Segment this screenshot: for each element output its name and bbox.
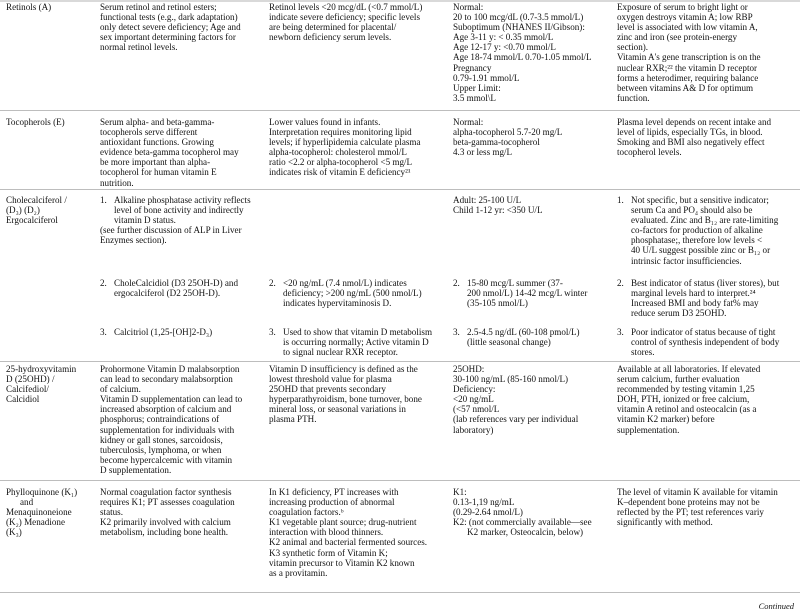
table-bottom-rule <box>0 592 800 593</box>
assessment-cell: Prohormone Vitamin D malabsorption can lead to secondary malabsorption of calcium. Vitamin D supplementation can lead to increased absorption of calcium and phosphorus; contraindications of supplementation for individuals with kidney or gall stones, sarcoidosis, tuberculosis, lymphoma, or when become hypercalcemic with vitamin D supplementation. <box>100 364 243 475</box>
interpretation-cell <box>269 278 422 308</box>
reference-cell <box>453 327 580 347</box>
comments-cell: Plasma level depends on recent intake and level of lipids, especially TGs, in blood. Smoking and BMI also negatively effect tocopherol levels. <box>617 117 772 158</box>
assessment-cell: Serum alpha- and beta-gamma- tocopherols serve different antioxidant functions. Growing evidence beta-gamma tocopherol may be more important than alpha- tocopherol for human vitamin E nutrition. <box>100 117 239 188</box>
numbered-item: 3. Poor indicator of status because of tight control of synthesis independent of body stores. <box>617 327 780 358</box>
interpretation-cell: Vitamin D insufficiency is defined as the lowest threshold value for plasma 25OHD that prevents secondary hyperparathyroidism, bone turnover, bone mineral loss, or seasonal variations in plasma PTH. <box>269 364 422 425</box>
assessment-cell: Serum retinol and retinol esters; functional tests (e.g., dark adaptation) only detect severe deficiency; Age and sex important determining factors for normal retinol levels. <box>100 2 241 53</box>
numbered-item: 2. Best indicator of status (liver stores), but marginal levels hard to interpret.²⁴ Increased BMI and body fat% may reduce serum D3 25OHD. <box>617 278 780 319</box>
nutrient-cell <box>6 2 51 12</box>
comments-cell <box>617 195 778 266</box>
numbered-item: 3. Calcitriol (1,25-[OH]2-D₃) <box>100 327 213 337</box>
interpretation-cell <box>269 327 432 357</box>
reference-cell: Normal: alpha-tocopherol 5.7-20 mg/L beta-gamma-tocopherol 4.3 or less mg/L <box>453 117 563 158</box>
continued-label: Continued <box>758 601 794 611</box>
numbered-item: 3. 2.5-4.5 ng/dL (60-108 pmol/L) (little seasonal change) <box>453 327 580 348</box>
comments-cell: The level of vitamin K available for vitamin K–dependent bone proteins may not be reflected by the PT; test references variy significantly with method. <box>617 487 778 528</box>
nutrient-name: Cholecalciferol / <box>6 195 67 205</box>
comments-cell <box>617 327 779 357</box>
reference-cell: Normal: 20 to 100 mcg/dL (0.7-3.5 mmol/L) Suboptimum (NHANES II/Gibson): Age 3-11 y: < 0.35 mmol/L Age 12-17 y: <0.70 mmol/L Age 18-74 mmol/L 0.70-1.05 mmol/L Pregnancy 0.79-1.91 mmol/L Upper Limit: 3.5 mmol\L <box>453 2 592 103</box>
numbered-item: 2. 15-80 mcg/L summer (37- 200 nmol/L) 14-42 mcg/L winter (35-105 nmol/L) <box>453 278 588 309</box>
assessment-cell: 1. Alkaline phosphatase activity reflects level of bone activity and indirectly vitamin D status. (see further discussion of ALP in Liver Enzymes section). <box>100 195 251 246</box>
reference-cell: K1: 0.13-1,19 ng/mL (0.29-2.64 nmol/L) K2: (not commercially available—see K2 marker, Osteocalcin, below) <box>453 487 592 538</box>
nutrient-name: 25-hydroxyvitamin <box>6 364 77 374</box>
comments-cell: Exposure of serum to bright light or oxygen destroys vitamin A; low RBP level is associated with low vitamin A, zinc and iron (see protein-energy section). Vitamin A's gene transcription is on the nuclear RXR;²² the vitamin D receptor forms a heterodimer, requiring balance between vitamins A& D for optimum function. <box>617 2 761 103</box>
interpretation-cell: In K1 deficiency, PT increases with increasing production of abnormal coagulation factors.ᵇ K1 vegetable plant source; drug-nutrient interaction with blood thinners. K2 animal and bacterial fermented sources. K3 synthetic form of Vitamin K; vitamin precursor to Vitamin K2 known as a provitamin. <box>269 487 428 578</box>
reference-cell: 25OHD: 30-100 ng/mL (85-160 nmol/L) Deficiency: <20 ng/mL (<57 nmol/L (lab references vary per individual laboratory) <box>453 364 579 435</box>
comments-cell: Available at all laboratories. If elevated serum calcium, further evaluation recommended by testing vitamin 1,25 DOH, PTH, ionized or free calcium, vitamin A retinol and osteocalcin (as a vitamin K2 marker) before supplementation. <box>617 364 761 435</box>
nutrient-cell: 25-hydroxyvitamin D (25OHD) / Calcifediol/ Calcidiol <box>6 364 77 405</box>
row-divider <box>0 110 800 111</box>
assessment-cell: Normal coagulation factor synthesis requires K1; PT assesses coagulation status. K2 primarily involved with calcium metabolism, including bone health. <box>100 487 235 538</box>
nutrient-cell <box>6 117 65 127</box>
nutrient-name: Phylloquinone (K₁) <box>6 487 78 497</box>
row-divider <box>0 480 800 481</box>
nutrient-name: Tocopherols (E) <box>6 117 65 127</box>
comments-cell <box>617 278 779 318</box>
row-divider <box>0 361 800 362</box>
reference-cell: Adult: 25-100 U/L Child 1-12 yr: <350 U/L <box>453 195 543 216</box>
numbered-item: 1. Not specific, but a sensitive indicator; serum Ca and PO₄ should also be evaluated. Zinc and B₁₂ are rate-limiting co-factors for production of alkaline phosphatase;, therefore low levels < 40 U/L suggest possible zinc or B₁₂ or intrinsic factor insufficiencies. <box>617 195 779 266</box>
numbered-item: 2. <20 ng/mL (7.4 nmol/L) indicates deficiency; >200 ng/mL (500 nmol/L) indicates hypervitaminosis D. <box>269 278 422 309</box>
numbered-item: 1. Alkaline phosphatase activity reflects level of bone activity and indirectly vitamin D status. <box>100 195 251 226</box>
assessment-cell <box>100 327 212 337</box>
numbered-item: 2. CholeCalcidiol (D3 25OH-D) and ergocalciferol (D2 25OH-D). <box>100 278 239 299</box>
reference-cell <box>453 278 587 308</box>
nutrient-name: Retinols (A) <box>6 2 52 12</box>
interpretation-cell: Lower values found in infants. Interpretation requires monitoring lipid levels; if hyperlipidemia calculate plasma alpha-tocopherol: cholesterol mmol/L ratio <2.2 or alpha-tocopherol <5 mg/L indicates risk of vitamin E deficiency²¹ <box>269 117 421 178</box>
nutrient-cell: Cholecalciferol / (D₃) (D₂) Ergocalciferol <box>6 195 67 226</box>
row-divider <box>0 189 800 190</box>
assessment-cell <box>100 278 238 298</box>
nutrient-cell: Phylloquinone (K₁) and Menaquinoneione (K₂) Menadione (K₃) <box>6 487 78 538</box>
interpretation-cell: Retinol levels <20 mcg/dL (<0.7 mmol/L) indicate severe deficiency; specific levels are being determined for placental/ newborn deficiency serum levels. <box>269 2 423 43</box>
numbered-item: 3. Used to show that vitamin D metabolism is occurring normally; Active vitamin D to signal nuclear RXR receptor. <box>269 327 433 358</box>
